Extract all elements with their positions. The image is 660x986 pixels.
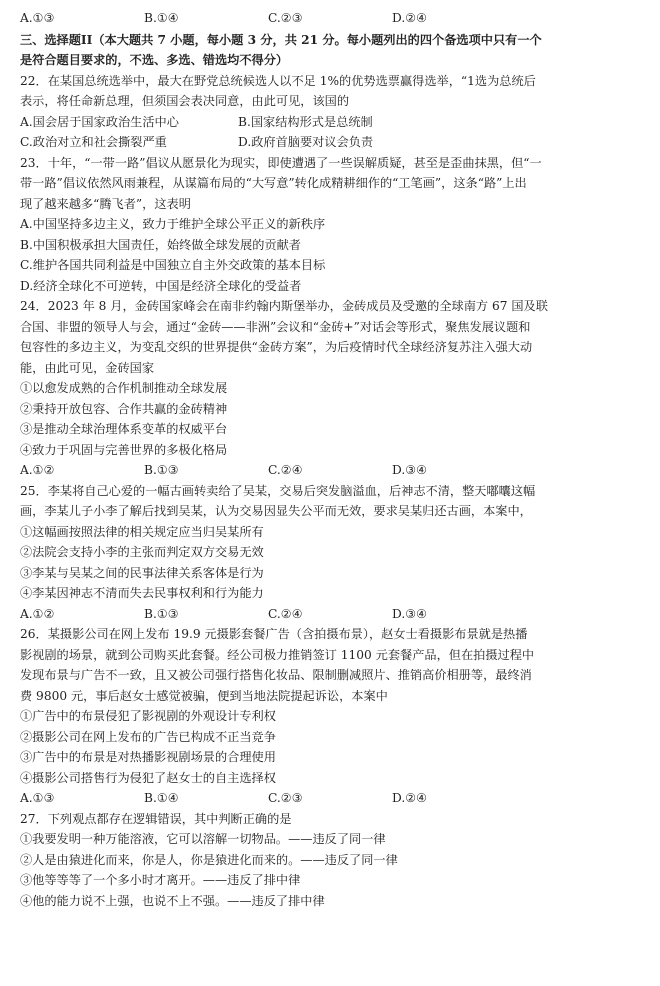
answer-option[interactable]: C.②④ <box>268 463 303 477</box>
question-stem: 表示，将任命新总理，但须国会表决同意，由此可见，该国的 <box>20 94 350 108</box>
answer-option[interactable]: D.经济全球化不可逆转，中国是经济全球化的受益者 <box>20 278 302 293</box>
question-stem: 25．李某将自己心爱的一幅古画转卖给了吴某，交易后突发脑溢血，后神志不清，整天嘟囔这幅 <box>20 483 536 498</box>
statement-item: ④摄影公司搭售行为侵犯了赵女士的自主选择权 <box>20 770 276 785</box>
answer-option[interactable]: B.①③ <box>144 463 179 477</box>
answer-option[interactable]: C.②④ <box>268 606 303 621</box>
question-27 <box>20 809 632 912</box>
statement-item: ③广告中的布景是对热播影视剧场景的合理使用 <box>20 750 276 764</box>
answer-option[interactable]: C.②③ <box>268 11 303 25</box>
question-stem: 能，由此可见，金砖国家 <box>20 360 155 375</box>
answer-option[interactable]: A.①② <box>20 606 55 621</box>
answer-option[interactable]: A.①③ <box>20 791 55 805</box>
answer-option[interactable]: A.国会居于国家政治生活中心 <box>20 114 179 129</box>
answer-options-row <box>20 788 632 809</box>
answer-option[interactable]: D.政府首脑要对议会负责 <box>238 135 374 149</box>
statement-item: ④李某因神志不清而失去民事权利和行为能力 <box>20 586 264 600</box>
answer-option[interactable]: D.③④ <box>392 606 428 621</box>
answer-options-row <box>20 8 632 29</box>
question-25 <box>20 481 632 625</box>
question-stem: 包容性的多边主义，为变乱交织的世界提供“金砖方案”，为后疫情时代全球经济复苏注入强大动 <box>20 340 533 354</box>
statement-item: ②人是由猿进化而来，你是人，你是猿进化而来的。——违反了同一律 <box>20 852 398 867</box>
answer-option[interactable]: B.①③ <box>144 606 179 621</box>
answer-option[interactable]: B.国家结构形式是总统制 <box>238 114 373 129</box>
statement-item: ①广告中的布景侵犯了影视剧的外观设计专利权 <box>20 709 276 723</box>
question-stem: 费 9800 元，事后赵女士感觉被骗，便到当地法院提起诉讼，本案中 <box>20 688 388 703</box>
question-stem: 22．在某国总统选举中，最大在野党总统候选人以不足 1%的优势选票赢得选举，“1选为总统后 <box>20 73 536 88</box>
question-stem: 26．某摄影公司在网上发布 19.9 元摄影套餐广告（含拍摄布景），赵女士看摄影布景就是热播 <box>20 627 528 641</box>
answer-option[interactable]: D.②④ <box>392 791 428 805</box>
statement-item: ③他等等等了一个多小时才离开。——违反了排中律 <box>20 873 301 887</box>
statement-item: ①这幅画按照法律的相关规定应当归吴某所有 <box>20 524 264 539</box>
question-26 <box>20 624 632 809</box>
statement-item: ②法院会支持小李的主张而判定双方交易无效 <box>20 545 264 559</box>
question-23 <box>20 153 632 297</box>
question-stem: 24．2023 年 8 月，金砖国家峰会在南非约翰内斯堡举办，金砖成员及受邀的全球南方 67 国及联 <box>20 299 548 313</box>
section-header <box>20 30 632 71</box>
question-stem: 23．十年，“一带一路”倡议从愿景化为现实，即使遭遇了一些误解质疑，甚至是歪曲抹黑，但“一 <box>20 155 542 170</box>
statement-item: ②秉持开放包容、合作共赢的金砖精神 <box>20 401 228 416</box>
answer-option[interactable]: C.②③ <box>268 791 303 805</box>
answer-option[interactable]: C.政治对立和社会撕裂严重 <box>20 135 167 149</box>
statement-item: ④他的能力说不上强，也说不上不强。——违反了排中律 <box>20 893 325 908</box>
answer-option[interactable]: D.③④ <box>392 463 428 477</box>
question-stem: 现了越来越多“腾飞者”，这表明 <box>20 196 191 211</box>
statement-item: ③是推动全球治理体系变革的权威平台 <box>20 422 228 436</box>
options-row <box>20 132 632 153</box>
question-stem: 合国、非盟的领导人与会，通过“金砖——非洲”会议和“金砖+”对话会等形式，聚焦发展议题和 <box>20 319 531 334</box>
answer-option[interactable]: B.①④ <box>144 791 179 805</box>
statement-item: ①以愈发成熟的合作机制推动全球发展 <box>20 381 228 395</box>
statement-item: ③李某与吴某之间的民事法律关系客体是行为 <box>20 565 264 580</box>
statement-item: ②摄影公司在网上发布的广告已构成不正当竞争 <box>20 729 276 744</box>
answer-option[interactable]: B.①④ <box>144 11 179 25</box>
question-24 <box>20 296 632 481</box>
answer-option[interactable]: B.中国积极承担大国责任，始终做全球发展的贡献者 <box>20 237 301 252</box>
question-stem: 带一路”倡议依然风雨兼程，从谋篇布局的“大写意”转化成精耕细作的“工笔画”，这条“路”上出 <box>20 176 527 190</box>
section-title: 是符合题目要求的，不选、多选、错选均不得分） <box>20 53 289 67</box>
options-row <box>20 112 632 133</box>
question-stem: 影视剧的场景，就到公司购买此套餐。经公司极力推销签订 1100 元套餐产品，但在拍摄过程中 <box>20 647 535 662</box>
answer-options-row <box>20 604 632 625</box>
answer-option[interactable]: A.①② <box>20 463 55 477</box>
answer-option[interactable]: D.②④ <box>392 11 428 25</box>
answer-options-row <box>20 460 632 481</box>
question-stem: 发现布景与广告不一致，且又被公司强行搭售化妆品、限制删减照片、推销高价相册等，最终消 <box>20 668 532 682</box>
statement-item: ④致力于巩固与完善世界的多极化格局 <box>20 442 228 457</box>
statement-item: ①我要发明一种万能溶液，它可以溶解一切物品。——违反了同一律 <box>20 832 386 846</box>
answer-option[interactable]: C.维护各国共同利益是中国独立自主外交政策的基本目标 <box>20 258 326 272</box>
answer-option[interactable]: A.中国坚持多边主义，致力于维护全球公平正义的新秩序 <box>20 217 326 231</box>
question-stem: 画，李某儿子小李了解后找到吴某，认为交易因显失公平而无效，要求吴某归还古画，本案中， <box>20 504 532 518</box>
question-stem: 27．下列观点都存在逻辑错误，其中判断正确的是 <box>20 811 292 826</box>
section-title: 三、选择题II（本大题共 7 小题，每小题 3 分，共 21 分。每小题列出的四个备选项中只有一个 <box>20 32 542 47</box>
question-22 <box>20 71 632 153</box>
answer-option[interactable]: A.①③ <box>20 11 55 25</box>
